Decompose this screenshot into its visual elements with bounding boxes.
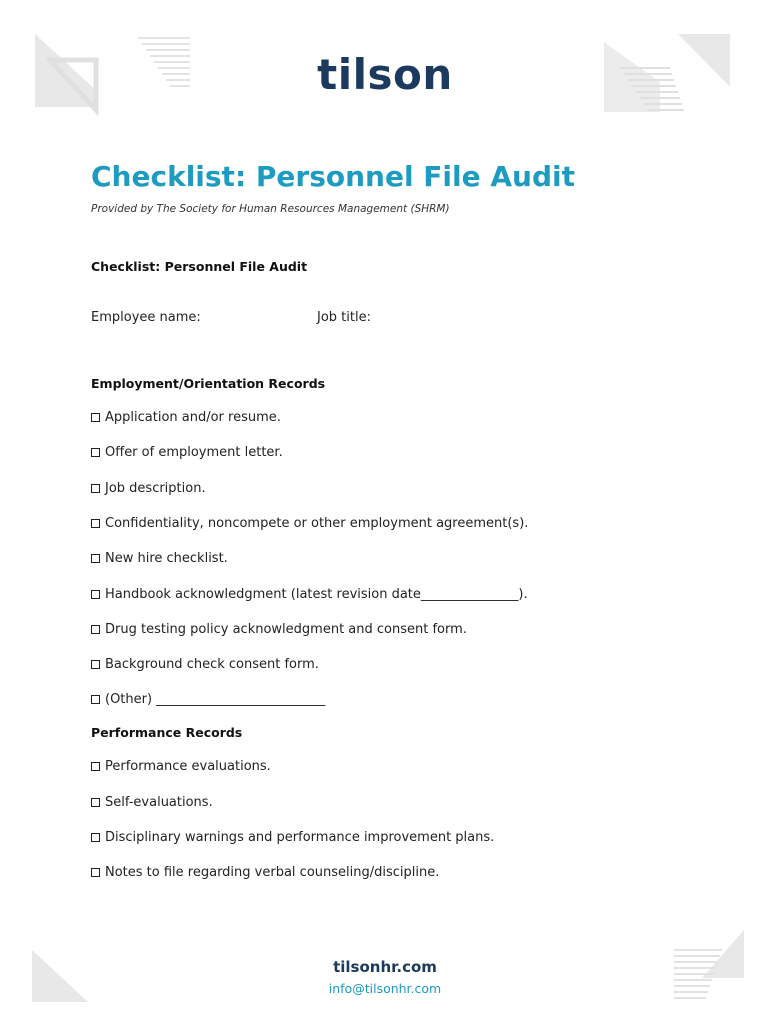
checkbox[interactable] <box>91 448 100 457</box>
logo-letters-rest: lson <box>352 50 453 99</box>
checklist-item <box>91 759 271 774</box>
checklist-item <box>91 795 213 810</box>
checklist-item <box>91 445 283 460</box>
checklist-item <box>91 587 528 602</box>
checklist-item-label: New hire checklist. <box>105 551 228 566</box>
checklist-item <box>91 516 528 531</box>
section-heading-performance: Performance Records <box>91 725 243 740</box>
checkbox[interactable] <box>91 695 100 704</box>
checkbox[interactable] <box>91 484 100 493</box>
checklist-item-label: Drug testing policy acknowledgment and consent form. <box>105 622 467 637</box>
checklist-item-label: (Other) __________________________ <box>105 692 326 707</box>
checklist-item-label: Offer of employment letter. <box>105 445 283 460</box>
section-heading-employment: Employment/Orientation Records <box>91 376 326 391</box>
checkbox[interactable] <box>91 660 100 669</box>
checkbox[interactable] <box>91 590 100 599</box>
checklist-item <box>91 481 206 496</box>
checklist-item-label: Confidentiality, noncompete or other employment agreement(s). <box>105 516 529 531</box>
checklist-item-label: Background check consent form. <box>105 657 319 672</box>
checkbox[interactable] <box>91 625 100 634</box>
tilson-logo <box>0 50 770 99</box>
checklist-item-label: Application and/or resume. <box>105 410 281 425</box>
checkbox[interactable] <box>91 868 100 877</box>
checkbox[interactable] <box>91 413 100 422</box>
checklist-item-label: Job description. <box>105 481 206 496</box>
checklist-item-label: Notes to file regarding verbal counseling/discipline. <box>105 865 440 880</box>
checklist-item <box>91 830 494 845</box>
logo-letter-t: t <box>317 50 338 99</box>
checklist-item-label: Self-evaluations. <box>105 795 213 810</box>
job-title-label: Job title: <box>317 310 371 325</box>
document-subtitle: Provided by The Society for Human Resources Management (SHRM) <box>91 203 450 215</box>
checkbox[interactable] <box>91 833 100 842</box>
checklist-item <box>91 692 325 707</box>
checkbox[interactable] <box>91 798 100 807</box>
checklist-item <box>91 657 319 672</box>
checklist-item <box>91 622 467 637</box>
checklist-item <box>91 410 281 425</box>
checkbox[interactable] <box>91 762 100 771</box>
checkbox[interactable] <box>91 519 100 528</box>
checklist-item-label: Disciplinary warnings and performance improvement plans. <box>105 830 495 845</box>
checklist-item-label: Handbook acknowledgment (latest revision date_______________). <box>105 587 528 602</box>
checklist-item <box>91 551 228 566</box>
checklist-item <box>91 865 439 880</box>
footer-email-link[interactable]: info@tilsonhr.com <box>328 981 442 996</box>
employee-name-label: Employee name: <box>91 310 201 325</box>
document-title: Checklist: Personnel File Audit <box>91 160 575 193</box>
footer-website-link[interactable]: tilsonhr.com <box>333 958 437 976</box>
form-heading: Checklist: Personnel File Audit <box>91 259 308 274</box>
logo-letter-i: i <box>337 50 353 99</box>
checklist-item-label: Performance evaluations. <box>105 759 271 774</box>
checkbox[interactable] <box>91 554 100 563</box>
